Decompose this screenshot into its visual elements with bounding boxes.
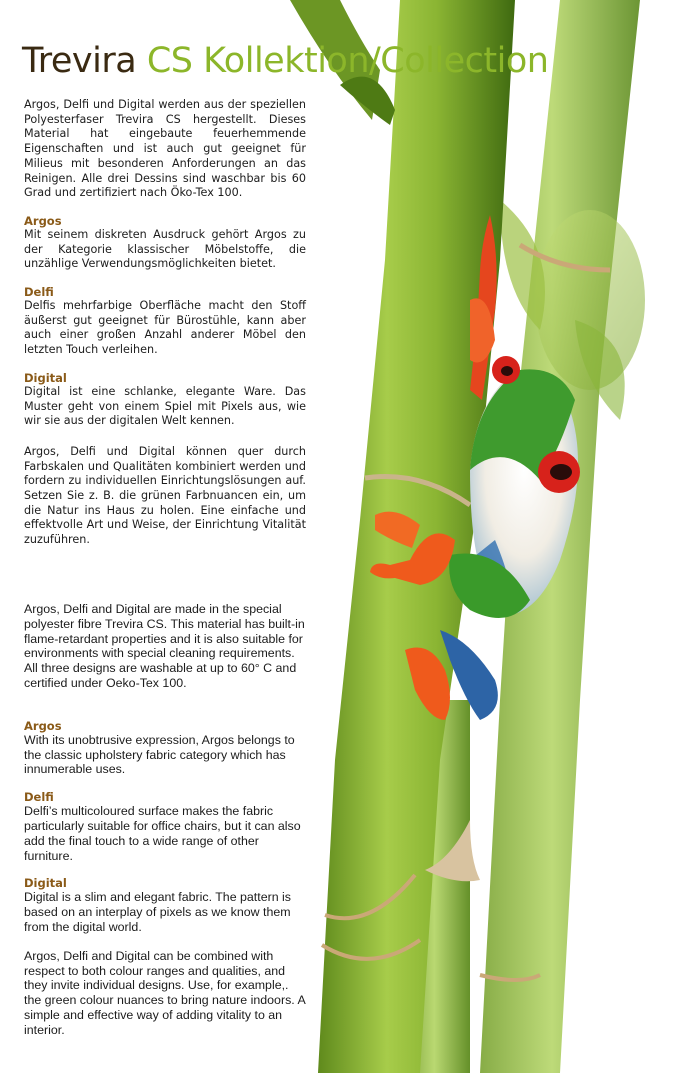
- german-text-argos: Mit seinem diskreten Ausdruck gehört Argos zu der Kategorie klassischer Möbelstoffe, die unzählige Verwendungsmöglichkeiten bietet.: [24, 227, 306, 271]
- german-heading-digital: Digital: [24, 370, 67, 385]
- spacer: [24, 777, 306, 790]
- spacer: [24, 691, 306, 719]
- german-heading-delfi: Delfi: [24, 285, 54, 300]
- english-heading-delfi: Delfi: [24, 790, 54, 805]
- english-heading-digital: Digital: [24, 876, 67, 891]
- spacer: [24, 201, 306, 214]
- title-brand: Trevira: [22, 41, 137, 81]
- german-closing: Argos, Delfi und Digital können quer durch Farbskalen und Qualitäten kombiniert werden und fordern zu individuellen Einrichtungslösungen auf. Setzen Sie z. B. die grünen Farbnuancen ein, um die Natur ins Haus zu holen. Eine einfache und effektvolle Art und Weise, der Einrichtung Vitalität zuzuführen.: [24, 444, 306, 547]
- spacer: [24, 863, 306, 876]
- spacer: [24, 429, 306, 445]
- german-text-column: [24, 98, 306, 548]
- english-text-argos: With its unobtrusive expression, Argos belongs to the classic upholstery fabric category which has innumerable uses.: [24, 732, 295, 777]
- german-text-digital: Digital ist eine schlanke, elegante Ware. Das Muster geht von einem Spiel mit Pixels aus, wie wir sie aus der digitalen Welt kennen.: [24, 384, 306, 428]
- english-text-digital: Digital is a slim and elegant fabric. The pattern is based on an interplay of pixels as we know them from the digital world.: [24, 890, 291, 934]
- english-intro: Argos, Delfi and Digital are made in the special polyester fibre Trevira CS. This material has built-in flame-retardant properties and it is also suitable for environments with special cleaning requirements. All three designs are washable at up to 60° C and certified under Oeko-Tex 100.: [24, 602, 305, 690]
- german-text-delfi: Delfis mehrfarbige Oberfläche macht den Stoff äußerst gut geeignet für Bürostühle, kann aber auch einer großen Anzahl anderer Möbel den letzten Touch verleihen.: [24, 299, 306, 357]
- german-intro: Argos, Delfi und Digital werden aus der speziellen Polyesterfaser Trevira CS hergestellt. Dieses Material hat eingebaute feuerhemmende Eigenschaften und ist auch gut geeignet für Milieus mit besonderen Anforderungen an das Reinigen. Alle drei Dessins sind waschbar bis 60 Grad und zertifiziert nach Öko-Tex 100.: [24, 98, 306, 200]
- spacer: [24, 935, 306, 949]
- spacer: [24, 272, 306, 285]
- english-heading-argos: Argos: [24, 718, 62, 733]
- page-title: [22, 41, 549, 81]
- english-text-column: [24, 602, 306, 1038]
- spacer: [24, 358, 306, 371]
- german-heading-argos: Argos: [24, 213, 62, 228]
- english-closing: Argos, Delfi and Digital can be combined with respect to both colour ranges and qualities, and they invite individual designs. Use, for example,. the green colour nuances to bring nature indoors. A simple and effective way of adding vitality to an interior.: [24, 948, 306, 1037]
- english-text-delfi: Delfi’s multicoloured surface makes the fabric particularly suitable for office chairs, but it can also add the final touch to a wide range of other furniture.: [24, 804, 301, 863]
- title-collection: CS Kollektion/Collection: [146, 41, 549, 81]
